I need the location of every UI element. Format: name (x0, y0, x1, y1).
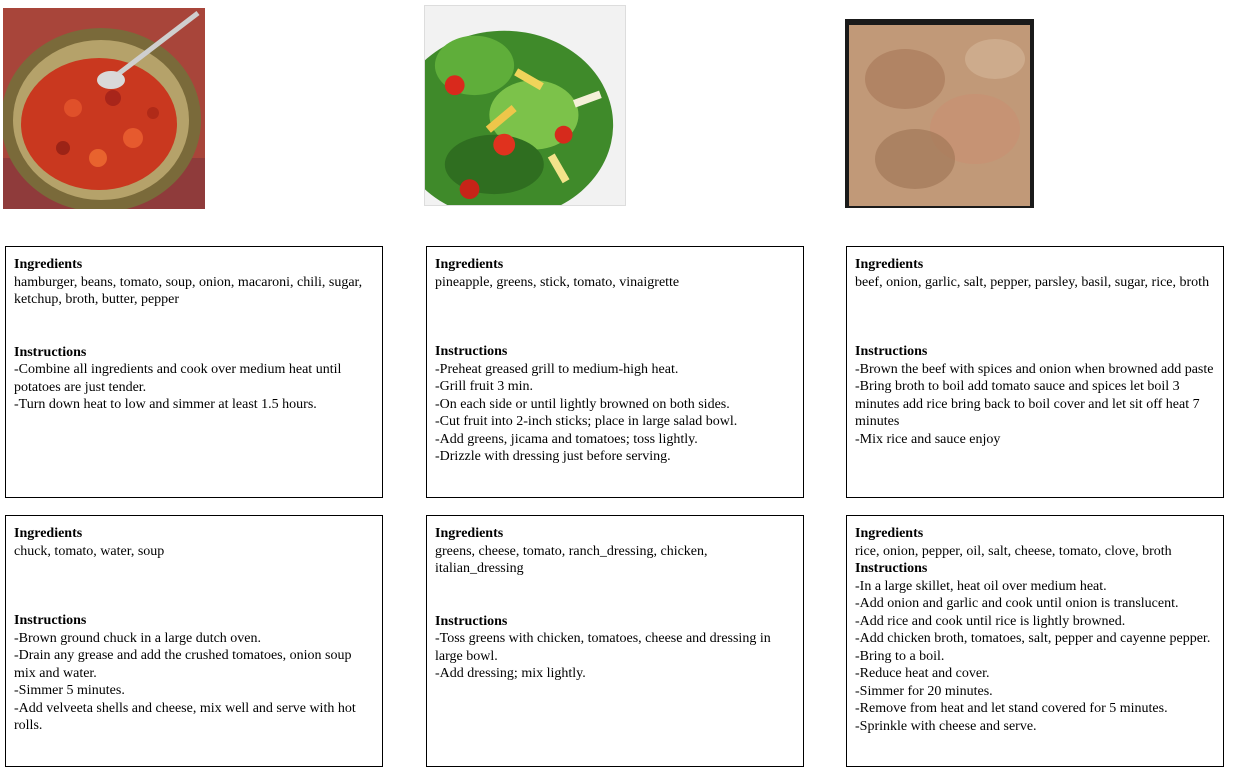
instruction-step: -Preheat greased grill to medium-high heat. (435, 361, 679, 377)
instructions-heading: Instructions (855, 561, 928, 576)
ingredients-text: chuck, tomato, water, soup (14, 543, 165, 559)
ingredients-text: rice, onion, pepper, oil, salt, cheese, tomato, clove, broth (855, 543, 1172, 559)
instruction-step: -Bring broth to boil add tomato sauce and spices let boil 3 minutes add rice bring back to boil cover and let sit off heat 7 minutes (855, 379, 1200, 429)
instructions-list (435, 630, 795, 683)
ingredients-text: pineapple, greens, stick, tomato, vinaigrette (435, 274, 680, 290)
instruction-step: -Brown the beef with spices and onion when browned add paste (855, 361, 1214, 377)
instruction-step: -On each side or until lightly browned on both sides. (435, 396, 730, 412)
instruction-step: -Turn down heat to low and simmer at least 1.5 hours. (14, 397, 317, 412)
instructions-list (855, 578, 1215, 736)
instruction-step: -Bring to a boil. (855, 648, 945, 664)
instruction-step: -Add onion and garlic and cook until onion is translucent. (855, 596, 1179, 611)
instructions-list (435, 361, 795, 466)
instruction-step: -Add greens, jicama and tomatoes; toss lightly. (435, 431, 698, 447)
recipe-card (5, 515, 383, 767)
instruction-step: -Drizzle with dressing just before serving. (435, 449, 671, 464)
instruction-step: -Combine all ingredients and cook over medium heat until potatoes are just tender. (14, 362, 342, 395)
ingredients-heading: Ingredients (855, 257, 924, 272)
instruction-step: -Add velveeta shells and cheese, mix well and serve with hot rolls. (14, 700, 356, 733)
chili-pot-photo (3, 8, 205, 209)
ingredients-text: hamburger, beans, tomato, soup, onion, macaroni, chili, sugar, ketchup, broth, butter, pepper (14, 274, 363, 307)
instruction-step: -Reduce heat and cover. (855, 666, 990, 681)
ingredients-heading: Ingredients (14, 526, 83, 541)
recipe-card (426, 515, 804, 767)
instructions-list (855, 361, 1215, 449)
instruction-step: -Add dressing; mix lightly. (435, 666, 586, 681)
ingredients-heading: Ingredients (14, 257, 83, 272)
instruction-step: -Simmer for 20 minutes. (855, 683, 993, 699)
instruction-step: -Simmer 5 minutes. (14, 683, 125, 698)
ingredients-heading: Ingredients (855, 526, 924, 541)
instruction-step: -Brown ground chuck in a large dutch oven. (14, 630, 262, 646)
instruction-step: -Add rice and cook until rice is lightly browned. (855, 613, 1126, 629)
recipe-card (846, 246, 1224, 498)
salad-photo (424, 5, 626, 206)
ingredients-text: greens, cheese, tomato, ranch_dressing, chicken, italian_dressing (435, 543, 708, 576)
instruction-step: -Cut fruit into 2-inch sticks; place in large salad bowl. (435, 414, 738, 429)
ingredients-text: beef, onion, garlic, salt, pepper, parsley, basil, sugar, rice, broth (855, 274, 1210, 290)
instruction-step: -Add chicken broth, tomatoes, salt, pepper and cayenne pepper. (855, 631, 1211, 646)
ingredients-heading: Ingredients (435, 257, 504, 272)
instruction-step: -Remove from heat and let stand covered for 5 minutes. (855, 701, 1168, 716)
instructions-heading: Instructions (435, 613, 508, 629)
instruction-step: -Mix rice and sauce enjoy (855, 431, 1001, 447)
instructions-heading: Instructions (855, 344, 928, 359)
instructions-list (14, 361, 374, 414)
rice-dish-photo (845, 19, 1034, 208)
recipe-card (846, 515, 1224, 767)
instruction-step: -Drain any grease and add the crushed tomatoes, onion soup mix and water. (14, 648, 352, 681)
ingredients-heading: Ingredients (435, 526, 504, 541)
instructions-heading: Instructions (435, 344, 508, 359)
recipe-card (426, 246, 804, 498)
instruction-step: -Toss greens with chicken, tomatoes, cheese and dressing in large bowl. (435, 631, 771, 664)
recipe-card (5, 246, 383, 498)
instruction-step: -Sprinkle with cheese and serve. (855, 718, 1037, 734)
instructions-heading: Instructions (14, 344, 87, 360)
instruction-step: -Grill fruit 3 min. (435, 379, 533, 394)
instructions-heading: Instructions (14, 613, 87, 628)
instructions-list (14, 630, 374, 735)
instruction-step: -In a large skillet, heat oil over medium heat. (855, 578, 1107, 594)
